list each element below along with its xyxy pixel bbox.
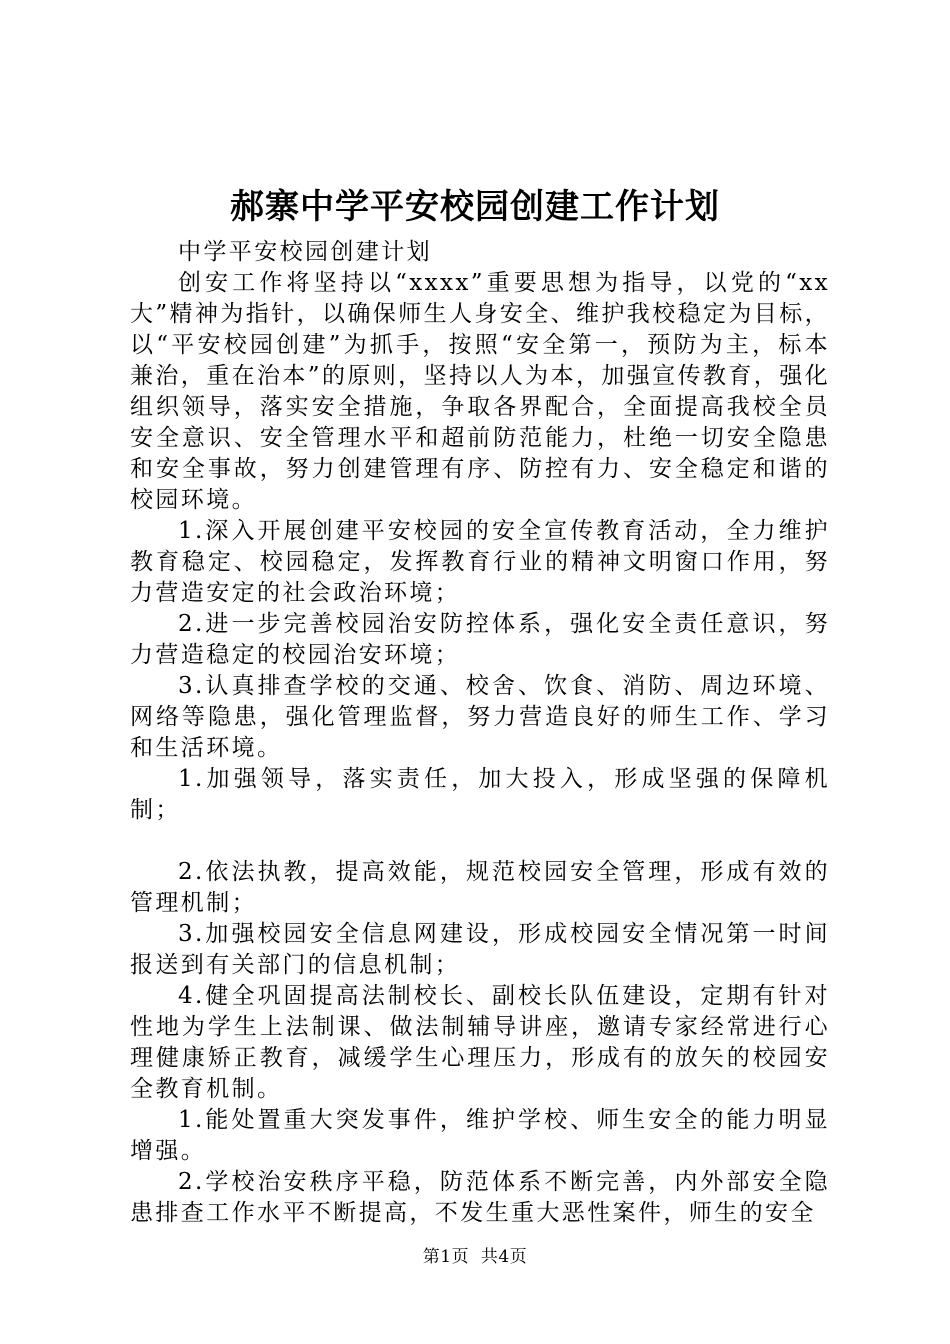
paragraph-target-2: 2.学校治安秩序平稳，防范体系不断完善，内外部安全隐患排查工作水平不断提高，不发生重大恶性案件，师生的安全 bbox=[130, 1169, 830, 1226]
paragraph-mechanism-3: 3.加强校园安全信息网建设，形成校园安全情况第一时间报送到有关部门的信息机制； bbox=[130, 921, 830, 978]
paragraph-intro: 创安工作将坚持以“xxxx”重要思想为指导，以党的“xx大”精神为指针，以确保师生人身安全、维护我校稳定为目标，以“平安校园创建”为抓手，按照“安全第一，预防为主，标本兼治，重在治本”的原则，坚持以人为本，加强宣传教育，强化组织领导，落实安全措施，争取各界配合，全面提高我校全员安全意识、安全管理水平和超前防范能力，杜绝一切安全隐患和安全事故，努力创建管理有序、防控有力、安全稳定和谐的校园环境。 bbox=[130, 270, 830, 513]
document-body bbox=[130, 237, 830, 1229]
paragraph-goal-1: 1.深入开展创建平安校园的安全宣传教育活动，全力维护教育稳定、校园稳定，发挥教育行业的精神文明窗口作用，努力营造安定的社会政治环境； bbox=[130, 518, 830, 606]
page-total: 共4页 bbox=[480, 1247, 528, 1267]
paragraph-goal-3: 3.认真排查学校的交通、校舍、饮食、消防、周边环境、网络等隐患，强化管理监督，努力营造良好的师生工作、学习和生活环境。 bbox=[130, 673, 830, 761]
paragraph-mechanism-4: 4.健全巩固提高法制校长、副校长队伍建设，定期有针对性地为学生上法制课、做法制辅导讲座，邀请专家经常进行心理健康矫正教育，减缓学生心理压力，形成有的放矢的校园安全教育机制。 bbox=[130, 983, 830, 1102]
page-footer bbox=[0, 1245, 950, 1269]
paragraph-subtitle: 中学平安校园创建计划 bbox=[178, 239, 432, 265]
page-number: 第1页 bbox=[422, 1247, 470, 1267]
paragraph-mechanism-1: 1.加强领导，落实责任，加大投入，形成坚强的保障机制； bbox=[130, 766, 830, 823]
paragraph-goal-2: 2.进一步完善校园治安防控体系，强化安全责任意识，努力营造稳定的校园治安环境； bbox=[130, 611, 830, 668]
blank-line bbox=[130, 826, 830, 857]
document-title: 郝寨中学平安校园创建工作计划 bbox=[230, 187, 720, 227]
paragraph-mechanism-2: 2.依法执教，提高效能，规范校园安全管理，形成有效的管理机制； bbox=[130, 859, 830, 916]
paragraph-target-1: 1.能处置重大突发事件，维护学校、师生安全的能力明显增强。 bbox=[130, 1107, 830, 1164]
